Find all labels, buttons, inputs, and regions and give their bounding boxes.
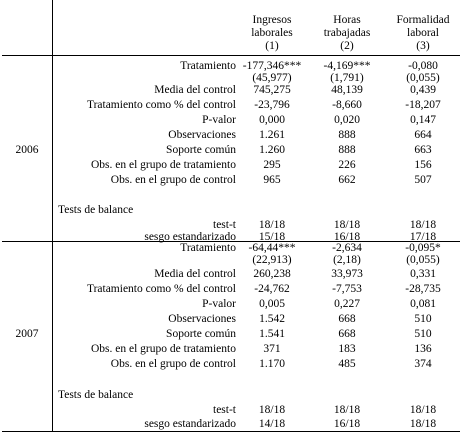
- balance-row-label: test-t: [213, 219, 236, 231]
- cell-formalidad: 664: [414, 129, 432, 141]
- cell-horas: (2,18): [333, 254, 361, 266]
- cell-formalidad: 507: [414, 174, 432, 186]
- column-header-number: (2): [340, 40, 354, 52]
- cell-formalidad: -28,735: [405, 283, 441, 295]
- cell-ingresos: 371: [263, 343, 281, 355]
- cell-horas: 33,973: [331, 268, 363, 280]
- year-column-divider: [52, 0, 53, 431]
- row-label: Tratamiento: [180, 60, 236, 72]
- cell-horas: 668: [338, 328, 356, 340]
- cell-ingresos: 965: [263, 174, 281, 186]
- row-label: Soporte común: [166, 328, 236, 340]
- cell-ingresos: (45,977): [252, 72, 292, 84]
- cell-horas: -4,169***: [323, 60, 371, 72]
- row-label: Obs. en el grupo de control: [110, 174, 236, 186]
- cell-ingresos: 0,005: [259, 298, 285, 310]
- cell-ingresos: 15/18: [258, 231, 286, 243]
- cell-formalidad: 156: [414, 159, 432, 171]
- cell-ingresos: 18/18: [258, 219, 286, 231]
- cell-formalidad: 136: [414, 343, 432, 355]
- cell-formalidad: 17/18: [409, 231, 437, 243]
- row-label: Tratamiento: [180, 242, 236, 254]
- cell-horas: 888: [338, 129, 356, 141]
- column-header-line2: laborales: [251, 27, 293, 39]
- cell-ingresos: (22,913): [252, 254, 292, 266]
- row-label: P-valor: [202, 298, 236, 310]
- row-label: Obs. en el grupo de control: [110, 358, 236, 370]
- cell-horas: 183: [338, 343, 356, 355]
- cell-horas: 485: [338, 358, 356, 370]
- column-header-number: (1): [265, 40, 279, 52]
- balance-section-title: Tests de balance: [58, 204, 134, 216]
- column-header-ingresos: [238, 14, 306, 53]
- row-label: Tratamiento como % del control: [86, 283, 236, 295]
- cell-ingresos: -177,346***: [242, 60, 302, 72]
- cell-formalidad: -18,207: [405, 99, 441, 111]
- row-label: Media del control: [154, 84, 236, 96]
- balance-row-label: sesgo estandarizado: [144, 231, 236, 243]
- bottom-rule: [2, 431, 460, 432]
- cell-ingresos: 1.261: [259, 129, 285, 141]
- cell-formalidad: -0,080: [408, 60, 438, 72]
- cell-ingresos: 745,275: [253, 84, 291, 96]
- column-header-line1: Formalidad: [396, 14, 450, 26]
- cell-ingresos: 14/18: [258, 418, 286, 430]
- balance-section-title: Tests de balance: [58, 389, 134, 401]
- cell-formalidad: 663: [414, 144, 432, 156]
- cell-formalidad: 18/18: [409, 404, 437, 416]
- cell-formalidad: 0,147: [410, 114, 436, 126]
- row-label: Observaciones: [168, 129, 236, 141]
- row-label: Obs. en el grupo de tratamiento: [91, 159, 236, 171]
- row-label: Media del control: [154, 268, 236, 280]
- cell-ingresos: 1.541: [259, 328, 285, 340]
- row-label: Soporte común: [166, 144, 236, 156]
- cell-formalidad: (0,055): [406, 72, 440, 84]
- row-label: Tratamiento como % del control: [86, 99, 236, 111]
- cell-ingresos: -24,762: [254, 283, 290, 295]
- cell-horas: -7,753: [332, 283, 362, 295]
- header-rule: [2, 55, 460, 56]
- balance-row-label: sesgo estandarizado: [144, 418, 236, 430]
- cell-ingresos: -23,796: [254, 99, 290, 111]
- balance-row-label: test-t: [213, 404, 236, 416]
- cell-formalidad: -0,095*: [405, 242, 441, 254]
- cell-horas: 226: [338, 159, 356, 171]
- cell-ingresos: -64,44***: [248, 242, 296, 254]
- cell-horas: 0,020: [334, 114, 360, 126]
- row-label: Obs. en el grupo de tratamiento: [91, 343, 236, 355]
- column-header-line2: laboral: [407, 27, 439, 39]
- column-header-line1: Horas: [333, 14, 361, 26]
- cell-ingresos: 0,000: [259, 114, 285, 126]
- cell-horas: 48,139: [331, 84, 363, 96]
- cell-ingresos: 1.170: [259, 358, 285, 370]
- cell-formalidad: 0,081: [410, 298, 436, 310]
- cell-ingresos: 1.542: [259, 313, 285, 325]
- cell-horas: 18/18: [333, 219, 361, 231]
- cell-formalidad: 374: [414, 358, 432, 370]
- cell-formalidad: 18/18: [409, 418, 437, 430]
- cell-horas: (1,791): [330, 72, 364, 84]
- cell-horas: 668: [338, 313, 356, 325]
- column-header-formalidad: [388, 14, 458, 53]
- column-header-line2: trabajadas: [323, 27, 371, 39]
- column-header-horas: [314, 14, 380, 53]
- cell-horas: 662: [338, 174, 356, 186]
- cell-formalidad: 510: [414, 328, 432, 340]
- cell-ingresos: 295: [263, 159, 281, 171]
- cell-horas: 888: [338, 144, 356, 156]
- cell-horas: 16/18: [333, 231, 361, 243]
- cell-horas: 16/18: [333, 418, 361, 430]
- column-header-line1: Ingresos: [252, 14, 292, 26]
- cell-ingresos: 260,238: [253, 268, 291, 280]
- cell-formalidad: 18/18: [409, 219, 437, 231]
- cell-formalidad: 510: [414, 313, 432, 325]
- cell-horas: -2,634: [332, 242, 362, 254]
- cell-formalidad: (0,055): [406, 254, 440, 266]
- cell-horas: -8,660: [332, 99, 362, 111]
- year-label: 2007: [15, 328, 39, 340]
- cell-formalidad: 0,331: [410, 268, 436, 280]
- cell-formalidad: 0,439: [410, 84, 436, 96]
- row-label: P-valor: [202, 114, 236, 126]
- year-label: 2006: [15, 144, 39, 156]
- cell-horas: 0,227: [334, 298, 360, 310]
- cell-ingresos: 18/18: [258, 404, 286, 416]
- column-header-number: (3): [416, 40, 430, 52]
- cell-ingresos: 1.260: [259, 144, 285, 156]
- cell-horas: 18/18: [333, 404, 361, 416]
- row-label: Observaciones: [168, 313, 236, 325]
